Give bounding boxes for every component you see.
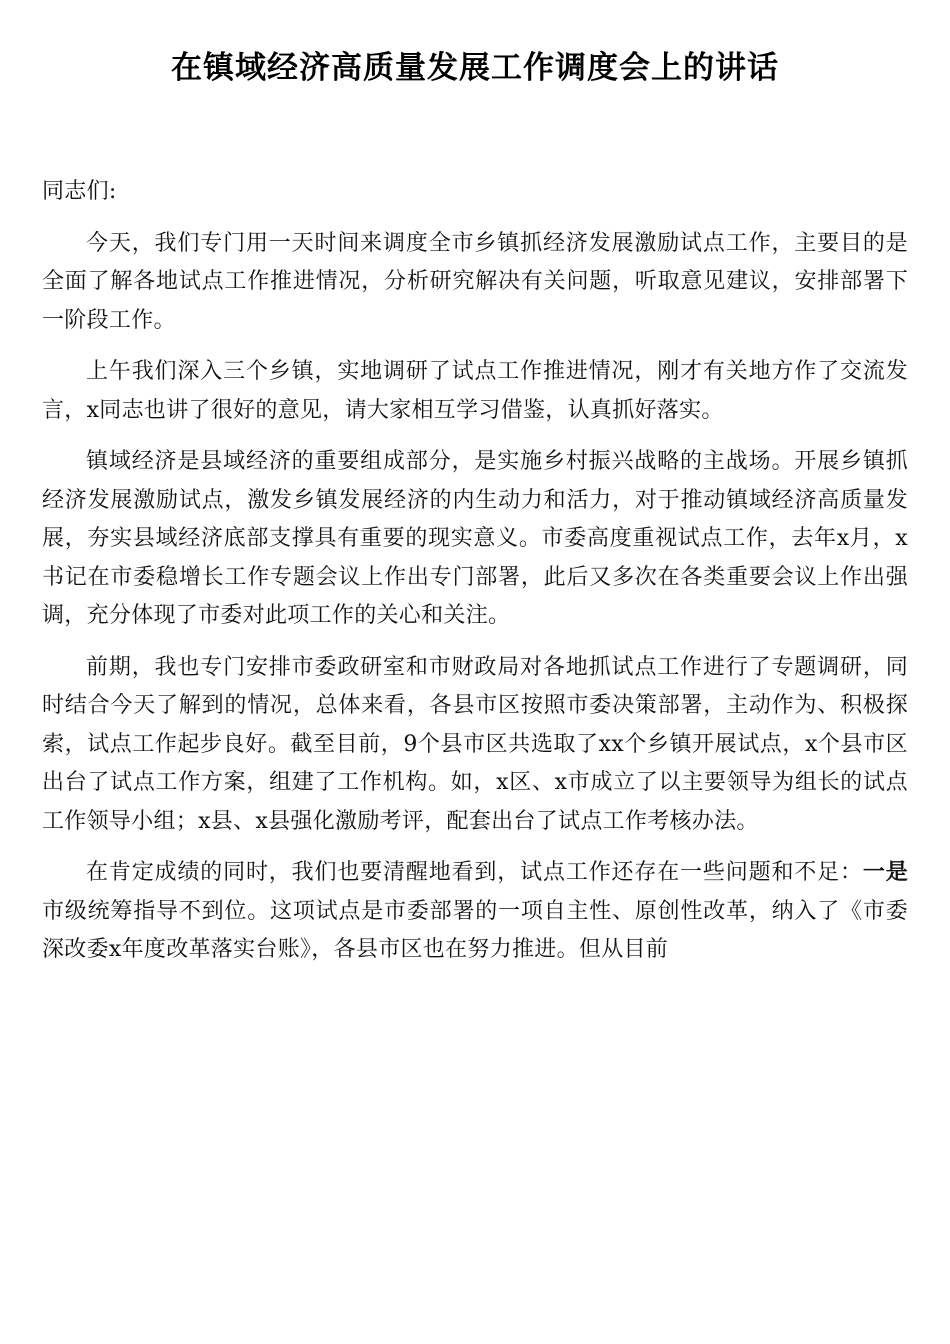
paragraph-2: 上午我们深入三个乡镇，实地调研了试点工作推进情况，刚才有关地方作了交流发言，x同志也讲了很好的意见，请大家相互学习借鉴，认真抓好落实。 [42,359,908,423]
document-body [42,173,908,970]
paragraph-5 [42,854,908,970]
paragraph-4: 前期，我也专门安排市委政研室和市财政局对各地抓试点工作进行了专题调研，同时结合今天了解到的情况，总体来看，各县市区按照市委决策部署，主动作为、积极探索，试点工作起步良好。截至目前，9个县市区共选取了xx个乡镇开展试点，x个县市区出台了试点工作方案，组建了工作机构。如，x区、x市成立了以主要领导为组长的试点工作领导小组；x县、x县强化激励考评，配套出台了试点工作考核办法。 [42,654,908,834]
paragraph-5-rest: 市级统筹指导不到位。这项试点是市委部署的一项自主性、原创性改革，纳入了《市委深改委x年度改革落实台账》，各县市区也在努力推进。但从目前 [42,898,908,962]
salutation: 同志们: [42,179,117,204]
paragraph-3: 镇域经济是县域经济的重要组成部分，是实施乡村振兴战略的主战场。开展乡镇抓经济发展激励试点，激发乡镇发展经济的内生动力和活力，对于推动镇域经济高质量发展，夯实县域经济底部支撑具有重要的现实意义。市委高度重视试点工作，去年x月，x书记在市委稳增长工作专题会议上作出专门部署，此后又多次在各类重要会议上作出强调，充分体现了市委对此项工作的关心和关注。 [42,449,908,628]
paragraph-5-intro: 在肯定成绩的同时，我们也要清醒地看到，试点工作还存在一些问题和不足： [86,860,863,885]
document-title: 在镇域经济高质量发展工作调度会上的讲话 [171,50,779,86]
paragraph-5-emphasis: 一是 [862,860,908,885]
paragraph-1: 今天，我们专门用一天时间来调度全市乡镇抓经济发展激励试点工作，主要目的是全面了解各地试点工作推进情况，分析研究解决有关问题，听取意见建议，安排部署下一阶段工作。 [42,230,908,333]
